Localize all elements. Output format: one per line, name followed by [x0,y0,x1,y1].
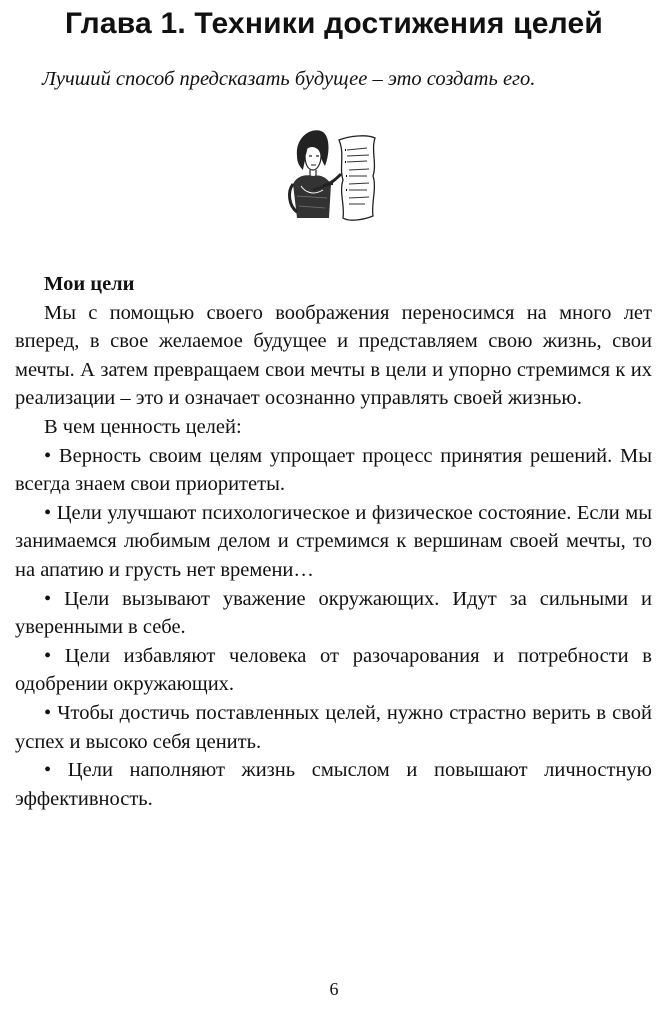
list-item: • Цели избавляют человека от разочарования и потребности в одобрении окружающих. [15,644,652,696]
list-item: • Цели вызывают уважение окружающих. Идут за сильными и уверенными в себе. [15,587,652,639]
list-item: • Верность своим целям упрощает процесс принятия решений. Мы всегда знаем свои приоритеты. [15,444,652,496]
list-item: • Цели наполняют жизнь смыслом и повышают личностную эффективность. [15,759,652,810]
list-item: • Чтобы достичь поставленных целей, нужно страстно верить в свой успех и высоко себя ценить. [15,701,652,753]
paragraph-intro: Мы с помощью своего воображения переносимся на много лет вперед, в свое желаемое будущее и представляем свою жизнь, свои мечты. А затем превращаем свои мечты в цели и упорно стремимся к их реализации – это и означает осознанно управлять своей жизнью. [15,301,652,410]
body-text [15,270,652,813]
paragraph-value-lead: В чем ценность целей: [44,415,242,438]
section-heading: Мои цели [44,273,135,295]
woman-holding-list-illustration [283,126,385,226]
page-number: 6 [329,979,339,999]
chapter-title: Глава 1. Техники достижения целей [64,7,604,40]
epigraph: Лучший способ предсказать будущее – это создать его. [42,68,536,90]
list-item: • Цели улучшают психологическое и физическое состояние. Если мы занимаемся любимым делом и стремимся к вершинам своей мечты, то на апатию и грусть нет времени… [15,501,652,581]
